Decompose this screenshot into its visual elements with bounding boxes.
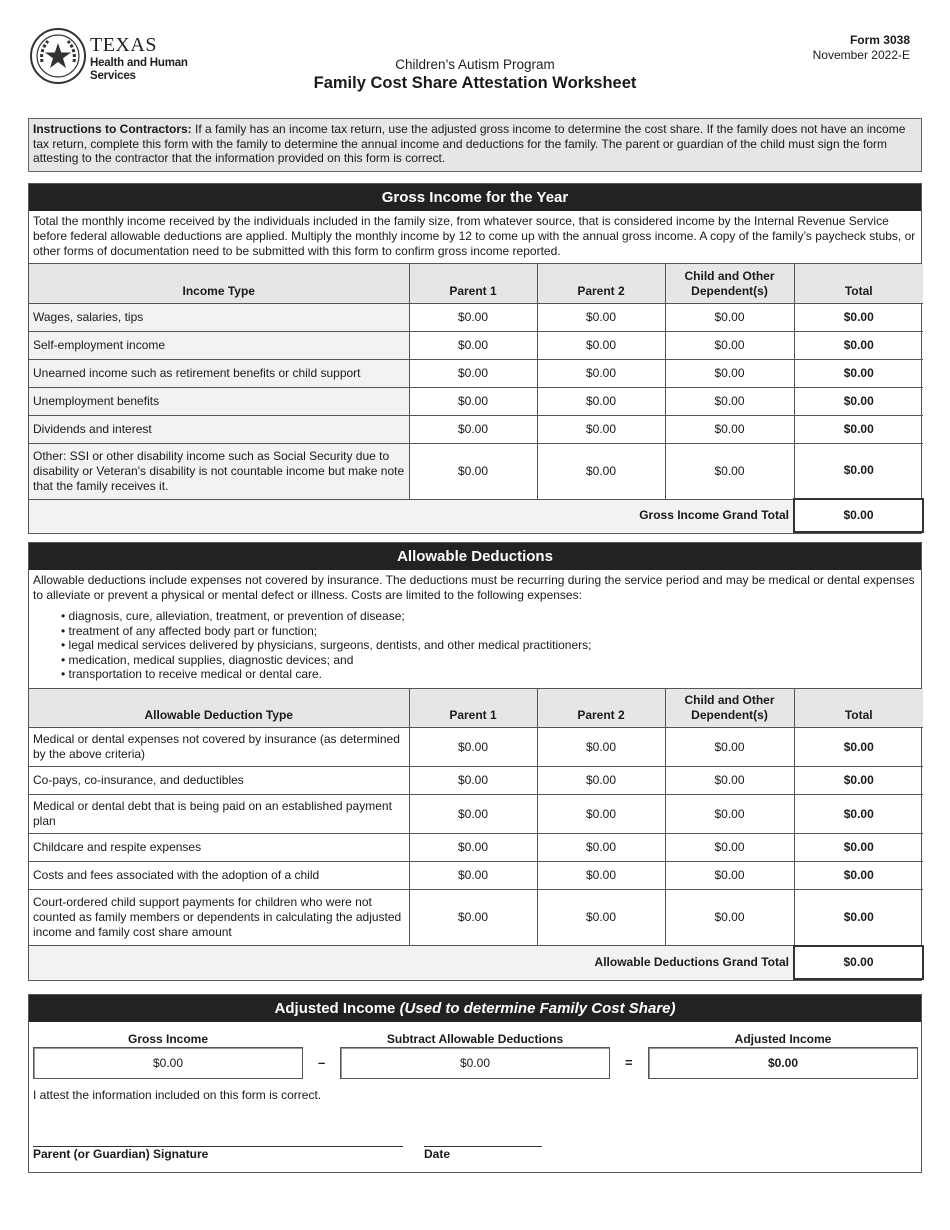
instructions-text: If a family has an income tax return, use the adjusted gross income to determine the cost share. If the family does not have an income tax return, complete this form with the family to determine the annual income and deductions for the family. The parent or guardian of the child must sign the form attesting to the contractor that the information provided on this form is correct. [33,122,906,165]
list-item: • transportation to receive medical or dental care. [61,667,917,682]
row-label: Self-employment income [29,331,409,359]
table-row [29,359,923,387]
row-total: $0.00 [794,795,923,834]
gross-income-section [28,183,922,534]
logo-agency-text: Health and Human Services [90,57,188,82]
parent2-field[interactable]: $0.00 [537,387,665,415]
child-field[interactable]: $0.00 [665,443,794,499]
parent2-field[interactable]: $0.00 [537,834,665,862]
child-field[interactable]: $0.00 [665,303,794,331]
row-label: Unearned income such as retirement benefits or child support [29,359,409,387]
parent1-field[interactable]: $0.00 [409,415,537,443]
adjusted-income-heading: Adjusted Income (Used to determine Family Cost Share) [29,995,921,1022]
deductions-section [28,542,922,981]
parent2-field[interactable]: $0.00 [537,415,665,443]
row-label: Court-ordered child support payments for children who were not counted as family members or dependents in calculating the adjusted income and family cost share amount [29,890,409,946]
column-header: Allowable Deduction Type [29,689,409,728]
table-header-row [29,264,923,303]
table-row [29,415,923,443]
gross-income-intro: Total the monthly income received by the individuals included in the family size, from whatever source, that is considered income by the Internal Revenue Service before federal allowable deductions are applied. Multiply the monthly income by 12 to come up with the annual gross income. A copy of the family’s paycheck stubs, or other forms of documentation need to be submitted with this form to confirm gross income reported. [29,211,921,264]
row-total: $0.00 [794,387,923,415]
row-total: $0.00 [794,331,923,359]
parent2-field[interactable]: $0.00 [537,795,665,834]
row-label: Medical or dental expenses not covered by insurance (as determined by the above criteria) [29,728,409,767]
parent1-field[interactable]: $0.00 [409,834,537,862]
row-total: $0.00 [794,834,923,862]
subtract-deductions-label: Subtract Allowable Deductions [386,1032,564,1046]
row-total: $0.00 [794,359,923,387]
parent2-field[interactable]: $0.00 [537,331,665,359]
parent1-field[interactable]: $0.00 [409,443,537,499]
adjusted-income-heading-note: (Used to determine Family Cost Share) [399,1000,676,1017]
adjusted-income-field: $0.00 [648,1047,918,1079]
row-total: $0.00 [794,767,923,795]
table-row [29,890,923,946]
row-total: $0.00 [794,862,923,890]
parent1-field[interactable]: $0.00 [409,359,537,387]
row-total: $0.00 [794,728,923,767]
list-item: • medication, medical supplies, diagnostic devices; and [61,653,917,668]
gross-income-table [29,264,924,533]
row-label: Other: SSI or other disability income such as Social Security due to disability or Veteran's disability is not countable income but make note that the family receives it. [29,443,409,499]
parent1-field[interactable]: $0.00 [409,767,537,795]
child-field[interactable]: $0.00 [665,795,794,834]
table-header-row [29,689,923,728]
minus-sign: – [318,1055,326,1070]
form-number-block [813,33,910,63]
column-header: Child and Other Dependent(s) [665,689,794,728]
row-total: $0.00 [794,415,923,443]
parent2-field[interactable]: $0.00 [537,862,665,890]
form-number: Form 3038 [849,33,910,47]
row-label: Costs and fees associated with the adoption of a child [29,862,409,890]
subtract-deductions-field[interactable]: $0.00 [340,1047,610,1079]
deductions-grand-total-label: Allowable Deductions Grand Total [29,946,794,979]
deductions-grand-total-value: $0.00 [794,946,923,979]
parent2-field[interactable]: $0.00 [537,767,665,795]
row-label: Childcare and respite expenses [29,834,409,862]
column-header: Child and Other Dependent(s) [665,264,794,303]
child-field[interactable]: $0.00 [665,331,794,359]
table-row [29,331,923,359]
grand-total-row [29,499,923,532]
gross-grand-total-label: Gross Income Grand Total [29,499,794,532]
signature-label: Parent (or Guardian) Signature [33,1147,209,1161]
parent1-field[interactable]: $0.00 [409,795,537,834]
table-row [29,862,923,890]
gross-income-field[interactable]: $0.00 [33,1047,303,1079]
parent1-field[interactable]: $0.00 [409,862,537,890]
parent2-field[interactable]: $0.00 [537,443,665,499]
gross-grand-total-value: $0.00 [794,499,923,532]
column-header: Parent 2 [537,689,665,728]
column-header: Income Type [29,264,409,303]
deductions-intro-text: Allowable deductions include expenses not covered by insurance. The deductions must be recurring during the service period and may be medical or dental expenses to alleviate or prevent a physical or mental defect or illness. Costs are limited to the following expenses: [33,573,915,602]
deductions-table [29,689,924,980]
child-field[interactable]: $0.00 [665,415,794,443]
attestation-text: I attest the information included on this form is correct. [33,1088,322,1102]
parent2-field[interactable]: $0.00 [537,728,665,767]
deductions-intro [29,570,921,689]
child-field[interactable]: $0.00 [665,890,794,946]
parent2-field[interactable]: $0.00 [537,890,665,946]
parent1-field[interactable]: $0.00 [409,387,537,415]
grand-total-row [29,946,923,979]
child-field[interactable]: $0.00 [665,728,794,767]
form-date: November 2022-E [812,48,910,62]
list-item: • legal medical services delivered by physicians, surgeons, dentists, and other medical practitioners; [61,638,917,653]
child-field[interactable]: $0.00 [665,359,794,387]
table-row [29,728,923,767]
column-header: Total [794,689,923,728]
child-field[interactable]: $0.00 [665,862,794,890]
table-row [29,795,923,834]
row-label: Wages, salaries, tips [29,303,409,331]
row-label: Unemployment benefits [29,387,409,415]
parent1-field[interactable]: $0.00 [409,890,537,946]
row-total: $0.00 [794,303,923,331]
list-item: • diagnosis, cure, alleviation, treatment, or prevention of disease; [61,609,917,624]
child-field[interactable]: $0.00 [665,387,794,415]
program-name: Children’s Autism Program [395,57,555,72]
instructions-label: Instructions to Contractors: [33,122,192,136]
parent1-field[interactable]: $0.00 [409,728,537,767]
row-label: Medical or dental debt that is being paid on an established payment plan [29,795,409,834]
instructions-box [28,118,922,172]
gross-income-label: Gross Income [127,1032,209,1046]
adjusted-income-body [29,1022,921,1172]
row-label: Dividends and interest [29,415,409,443]
logo-texas-text: TEXAS [90,34,157,56]
deductions-heading: Allowable Deductions [29,543,921,570]
column-header: Parent 1 [409,689,537,728]
child-field[interactable]: $0.00 [665,834,794,862]
form-titles [0,57,950,93]
date-label: Date [424,1147,451,1161]
parent2-field[interactable]: $0.00 [537,303,665,331]
table-row [29,834,923,862]
table-row [29,443,923,499]
deductions-criteria-list [61,609,917,682]
table-row [29,387,923,415]
list-item: • treatment of any affected body part or function; [61,624,917,639]
table-row [29,767,923,795]
row-total: $0.00 [794,443,923,499]
column-header: Parent 1 [409,264,537,303]
adjusted-income-section [28,994,922,1173]
page-title: Family Cost Share Attestation Worksheet [313,74,637,92]
child-field[interactable]: $0.00 [665,767,794,795]
adjusted-income-label: Adjusted Income [734,1032,832,1046]
table-row [29,303,923,331]
parent2-field[interactable]: $0.00 [537,359,665,387]
row-total: $0.00 [794,890,923,946]
column-header: Total [794,264,923,303]
column-header: Parent 2 [537,264,665,303]
parent1-field[interactable]: $0.00 [409,331,537,359]
parent1-field[interactable]: $0.00 [409,303,537,331]
equals-sign: = [625,1055,633,1070]
gross-income-heading: Gross Income for the Year [29,184,921,211]
row-label: Co-pays, co-insurance, and deductibles [29,767,409,795]
